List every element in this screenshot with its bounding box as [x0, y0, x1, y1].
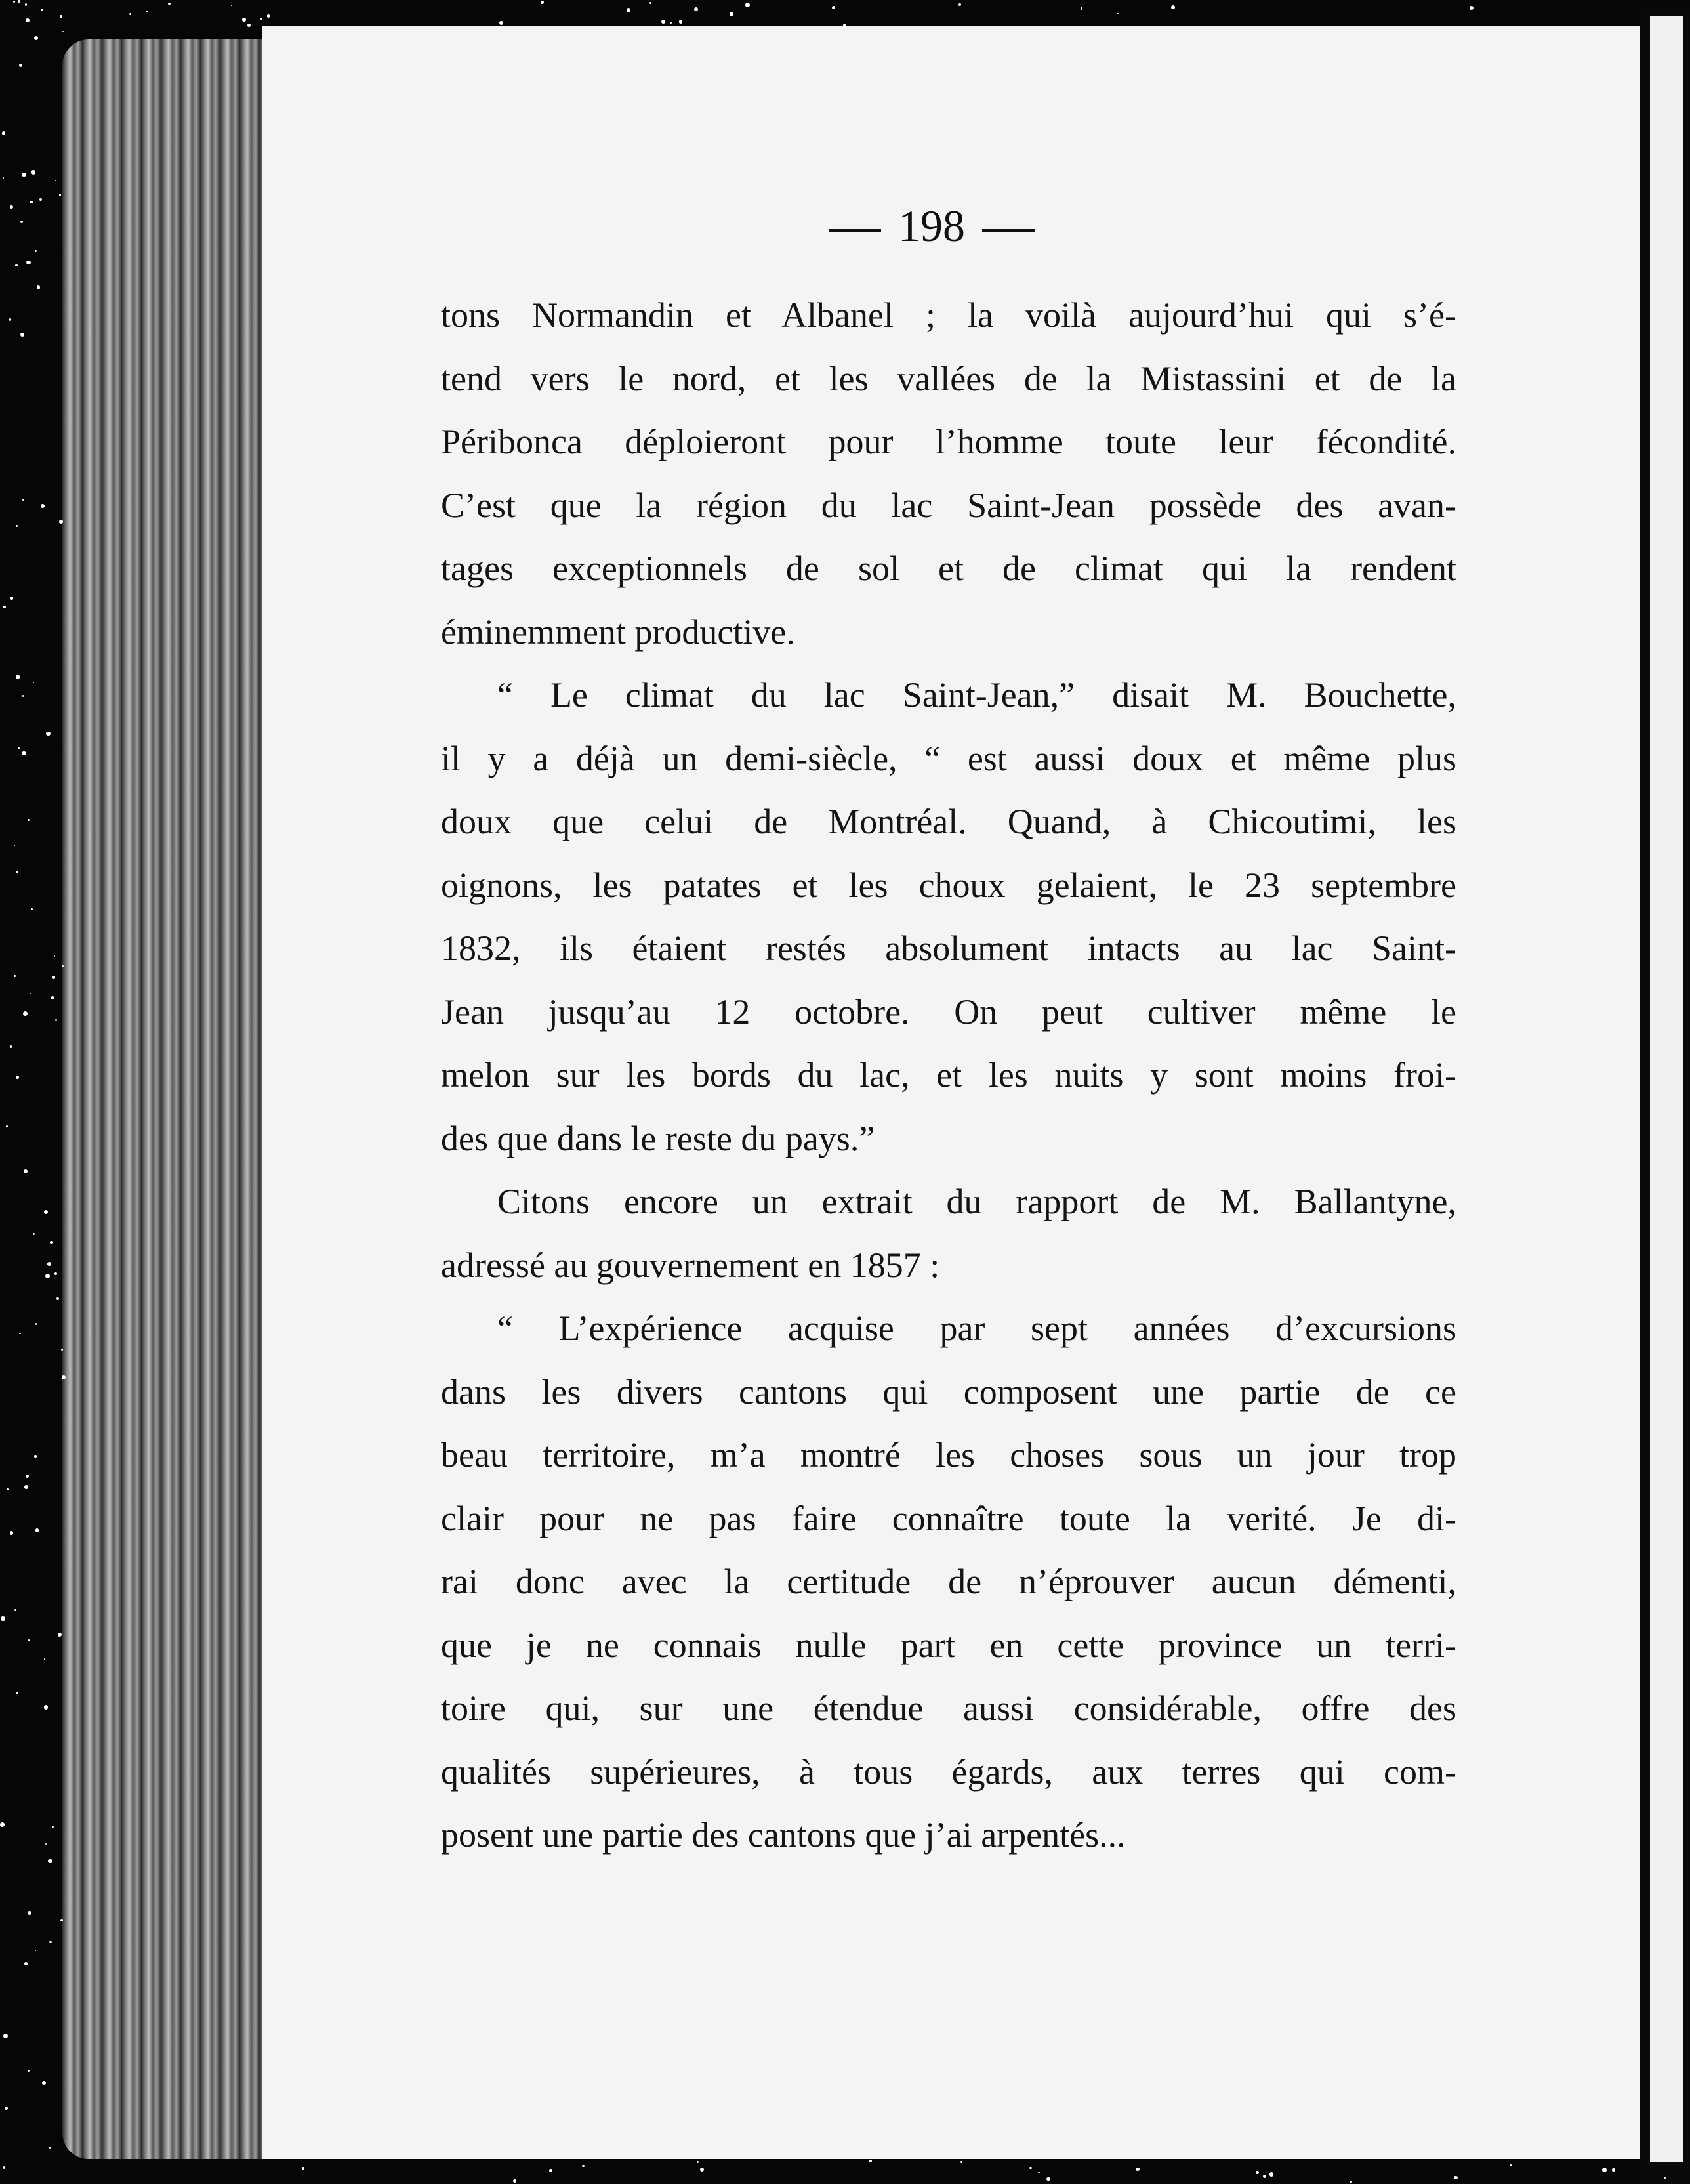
scan-speck: [1038, 2172, 1039, 2173]
text-line: doux que celui de Montréal. Quand, à Chicoutimi, les: [441, 802, 1456, 841]
text-line: oignons, les patates et les choux gelaient, le 23 septembre: [441, 865, 1456, 905]
scan-speck: [1454, 2176, 1457, 2179]
scan-speck: [52, 1826, 54, 1828]
scan-speck: [745, 3, 750, 7]
scan-speck: [26, 261, 30, 264]
page-number-value: 198: [898, 201, 965, 251]
scan-speck: [30, 201, 32, 203]
scan-speck: [18, 747, 20, 749]
scan-speck: [59, 194, 62, 196]
text-line: rai donc avec la certitude de n’éprouver aucun démenti,: [441, 1562, 1456, 1601]
scan-speck: [1171, 5, 1175, 9]
scan-speck: [1046, 2177, 1050, 2181]
scan-speck: [55, 180, 56, 181]
text-line: tend vers le nord, et les vallées de la Mistassini et de la: [441, 358, 1456, 398]
scan-speck: [146, 10, 148, 12]
scan-speck: [1269, 2172, 1274, 2177]
page-number-dash-right: [982, 229, 1035, 232]
text-line: des que dans le reste du pays.”: [441, 1118, 875, 1158]
scan-speck: [1664, 2177, 1666, 2179]
text-line: Jean jusqu’au 12 octobre. On peut cultiver même le: [441, 992, 1456, 1032]
scan-speck: [960, 2161, 962, 2163]
scan-speck: [302, 2167, 304, 2170]
text-line: tages exceptionnels de sol et de climat qui la rendent: [441, 549, 1456, 588]
text-line: adressé au gouvernement en 1857 :: [441, 1245, 940, 1285]
scan-speck: [6, 1125, 8, 1127]
text-line: Péribonca déploieront pour l’homme toute leur fécondité.: [441, 422, 1456, 461]
scan-speck: [45, 1274, 50, 1278]
scan-speck: [10, 205, 13, 209]
scan-speck: [5, 2107, 8, 2110]
scan-speck: [499, 21, 503, 25]
scan-speck: [61, 1349, 63, 1351]
facing-page-sliver: [1650, 16, 1683, 2162]
scan-speck: [47, 1262, 51, 1266]
scan-speck: [958, 3, 961, 6]
scan-speck: [697, 2161, 699, 2163]
scan-speck: [1136, 2168, 1140, 2172]
scan-speck: [1612, 2168, 1615, 2172]
scan-speck: [679, 20, 682, 23]
scan-speck: [670, 22, 671, 24]
text-line: il y a déjà un demi-siècle, “ est aussi doux et même plus: [441, 738, 1456, 778]
scan-speck: [260, 18, 262, 20]
scan-speck: [541, 1, 543, 3]
scan-speck: [1350, 2181, 1351, 2183]
text-line: “ Le climat du lac Saint-Jean,” disait M. Bouchette,: [497, 675, 1456, 715]
scan-speck: [3, 177, 4, 178]
scan-speck: [44, 1658, 45, 1660]
scan-speck: [1081, 7, 1083, 10]
scan-speck: [50, 1241, 53, 1244]
scan-speck: [23, 1011, 28, 1016]
scan-speck: [627, 8, 631, 12]
paragraph-3: [441, 1170, 1456, 1297]
book-page-edges: [62, 39, 272, 2159]
scan-speck: [49, 1941, 51, 1943]
scan-speck: [28, 2070, 30, 2072]
scan-speck: [16, 675, 20, 679]
scan-speck: [13, 1, 15, 3]
scan-speck: [20, 333, 24, 337]
text-line: que je ne connais nulle part en cette province un terri-: [441, 1625, 1456, 1665]
scan-speck: [46, 732, 51, 736]
page-number-dash-left: [829, 229, 881, 232]
text-line: dans les divers cantons qui composent une partie de ce: [441, 1372, 1456, 1412]
scan-speck: [1602, 2168, 1607, 2172]
text-line: posent une partie des cantons que j’ai arpentés...: [441, 1815, 1126, 1855]
scan-speck: [843, 24, 846, 27]
scan-speck: [48, 1859, 52, 1864]
scan-speck: [22, 695, 24, 697]
scan-speck: [2, 131, 6, 135]
text-line: tons Normandin et Albanel ; la voilà aujourd’hui qui s’é-: [441, 295, 1456, 335]
scan-speck: [10, 1531, 13, 1534]
scan-speck: [3, 2166, 6, 2169]
scan-speck: [231, 5, 232, 6]
scan-speck: [60, 15, 62, 18]
text-line: “ L’expérience acquise par sept années d’excursions: [497, 1309, 1456, 1348]
scan-speck: [37, 285, 41, 289]
scan-speck: [52, 976, 55, 978]
scan-speck: [25, 3, 28, 6]
text-line: beau territoire, m’a montré les choses sous un jour trop: [441, 1435, 1456, 1475]
scan-speck: [730, 12, 733, 16]
scan-speck: [16, 525, 18, 527]
scan-speck: [16, 1076, 19, 1079]
scan-speck: [549, 2169, 552, 2172]
scan-speck: [41, 9, 43, 11]
scan-speck: [28, 1911, 31, 1915]
scan-speck: [60, 1919, 63, 1922]
text-line: toire qui, sur une étendue aussi considérable, offre des: [441, 1689, 1456, 1728]
paragraph-2: [441, 663, 1456, 1170]
scan-speck: [28, 819, 30, 821]
scan-speck: [3, 2034, 8, 2038]
scan-speck: [16, 1692, 18, 1694]
scan-speck: [7, 1488, 9, 1490]
scan-speck: [168, 3, 171, 5]
body-text: [441, 284, 1456, 1867]
scan-speck: [26, 18, 30, 22]
text-line: clair pour ne pas faire connaître toute la verité. Je di-: [441, 1498, 1456, 1538]
scan-speck: [242, 18, 246, 22]
scan-speck: [62, 965, 64, 967]
scan-speck: [649, 2, 651, 4]
scan-speck: [1117, 13, 1119, 14]
scan-speck: [35, 1528, 39, 1532]
text-line: Citons encore un extrait du rapport de M. Ballantyne,: [497, 1182, 1456, 1221]
scan-speck: [247, 24, 251, 27]
text-line: éminemment productive.: [441, 612, 795, 652]
scan-speck: [42, 2081, 46, 2085]
scan-speck: [59, 520, 63, 524]
scan-speck: [62, 31, 64, 32]
scan-speck: [14, 1609, 16, 1611]
scan-speck: [582, 2165, 584, 2167]
page-number: [774, 200, 1089, 252]
scan-speck: [1263, 2175, 1266, 2178]
scan-speck: [14, 975, 15, 976]
scan-speck: [34, 1455, 36, 1457]
scan-speck: [33, 1233, 35, 1235]
scan-speck: [1, 1616, 5, 1620]
scan-speck: [44, 1705, 49, 1710]
text-line: melon sur les bords du lac, et les nuits y sont moins froi-: [441, 1055, 1456, 1095]
text-line: 1832, ils étaient restés absolument intacts au lac Saint-: [441, 929, 1456, 968]
paragraph-4: [441, 1297, 1456, 1867]
text-line: qualités supérieures, à tous égards, aux terres qui com-: [441, 1752, 1456, 1792]
scan-speck: [51, 996, 54, 999]
paragraph-1: [441, 284, 1456, 663]
text-line: C’est que la région du lac Saint-Jean possède des avan-: [441, 485, 1456, 525]
